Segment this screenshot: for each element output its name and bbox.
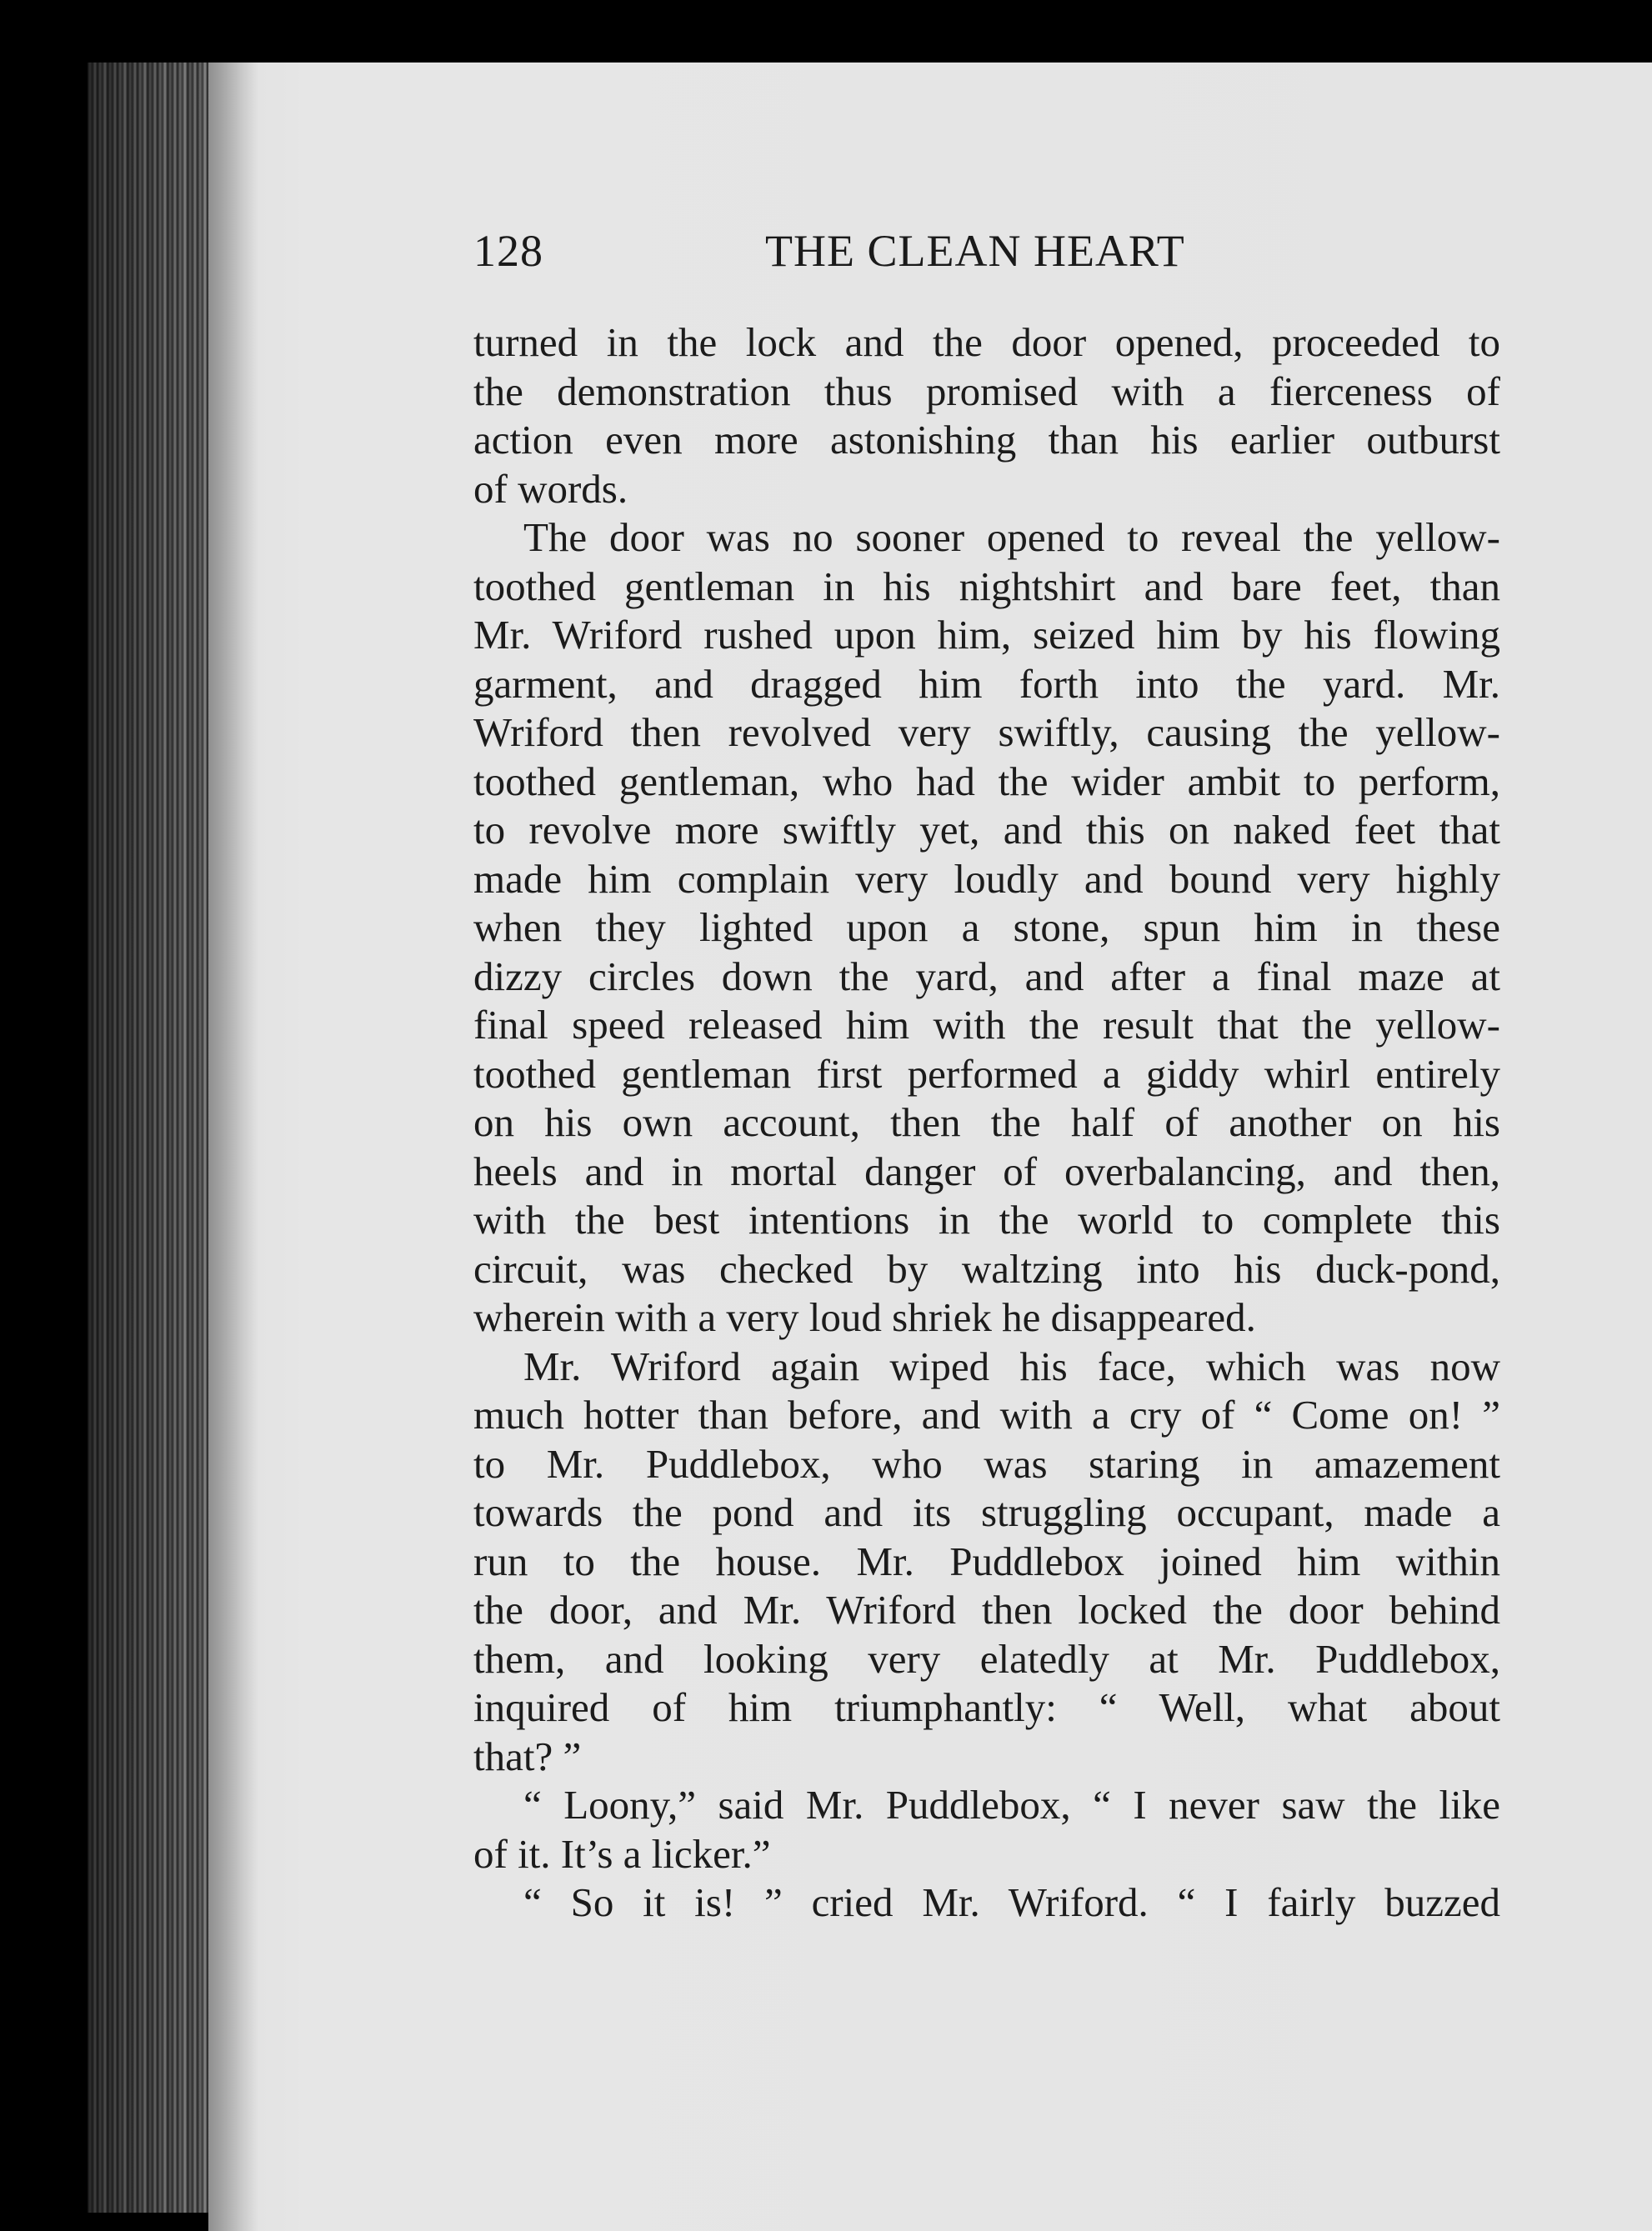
text-line: to Mr. Puddlebox, who was staring in amazement	[473, 1440, 1500, 1487]
text-line: turned in the lock and the door opened, proceeded to	[473, 319, 1500, 365]
text-line: action even more astonishing than his earlier outburst	[473, 417, 1500, 463]
text-line: “ So it is! ” cried Mr. Wriford. “ I fairly buzzed	[523, 1879, 1500, 1925]
text-line: inquired of him triumphantly: “ Well, what about	[473, 1684, 1500, 1730]
text-line: the door, and Mr. Wriford then locked the door behind	[473, 1587, 1500, 1633]
text-line: Wriford then revolved very swiftly, causing the yellow-	[473, 709, 1500, 755]
page-number: 128	[473, 226, 543, 276]
text-line: with the best intentions in the world to complete this	[473, 1197, 1500, 1243]
text-line: to revolve more swiftly yet, and this on naked feet that	[473, 807, 1500, 853]
text-line: wherein with a very loud shriek he disappeared.	[473, 1294, 1256, 1340]
paragraph	[473, 1781, 1500, 1878]
text-line: when they lighted upon a stone, spun him in these	[473, 904, 1500, 950]
text-line: made him complain very loudly and bound very highly	[473, 855, 1500, 902]
text-line: circuit, was checked by waltzing into his duck-pond,	[473, 1245, 1500, 1292]
text-line: towards the pond and its struggling occupant, made a	[473, 1489, 1500, 1535]
text-line: “ Loony,” said Mr. Puddlebox, “ I never saw the like	[523, 1782, 1500, 1828]
text-line: much hotter than before, and with a cry of “ Come on! ”	[473, 1392, 1500, 1438]
paragraph	[473, 1878, 1500, 1928]
text-line: run to the house. Mr. Puddlebox joined him within	[473, 1538, 1500, 1584]
paragraph	[473, 1343, 1500, 1782]
text-line: The door was no sooner opened to reveal the yellow-	[523, 514, 1500, 560]
text-line: final speed released him with the result that the yellow-	[473, 1002, 1500, 1048]
paragraph	[473, 513, 1500, 1343]
text-line: toothed gentleman first performed a giddy whirl entirely	[473, 1050, 1500, 1097]
scan-border-top	[0, 0, 1652, 63]
text-line: of words.	[473, 465, 628, 512]
text-line: toothed gentleman in his nightshirt and bare feet, than	[473, 563, 1500, 609]
text-line: heels and in mortal danger of overbalancing, and then,	[473, 1148, 1500, 1194]
text-line: on his own account, then the half of another on his	[473, 1099, 1500, 1145]
text-line: Mr. Wriford again wiped his face, which was now	[523, 1343, 1500, 1389]
text-line: the demonstration thus promised with a fierceness of	[473, 368, 1500, 414]
text-line: that? ”	[473, 1733, 582, 1779]
running-head	[473, 225, 1500, 283]
text-line: Mr. Wriford rushed upon him, seized him by his flowing	[473, 612, 1500, 658]
text-line: them, and looking very elatedly at Mr. Puddlebox,	[473, 1635, 1500, 1682]
running-title: THE CLEAN HEART	[765, 226, 1185, 276]
text-line: toothed gentleman, who had the wider ambit to perform,	[473, 758, 1500, 804]
text-line: of it. It’s a licker.”	[473, 1830, 771, 1877]
text-line: garment, and dragged him forth into the yard. Mr.	[473, 660, 1500, 707]
gutter-shadow	[208, 63, 258, 2231]
paragraph	[473, 318, 1500, 513]
body-text	[473, 318, 1500, 1928]
text-line: dizzy circles down the yard, and after a final maze at	[473, 953, 1500, 999]
